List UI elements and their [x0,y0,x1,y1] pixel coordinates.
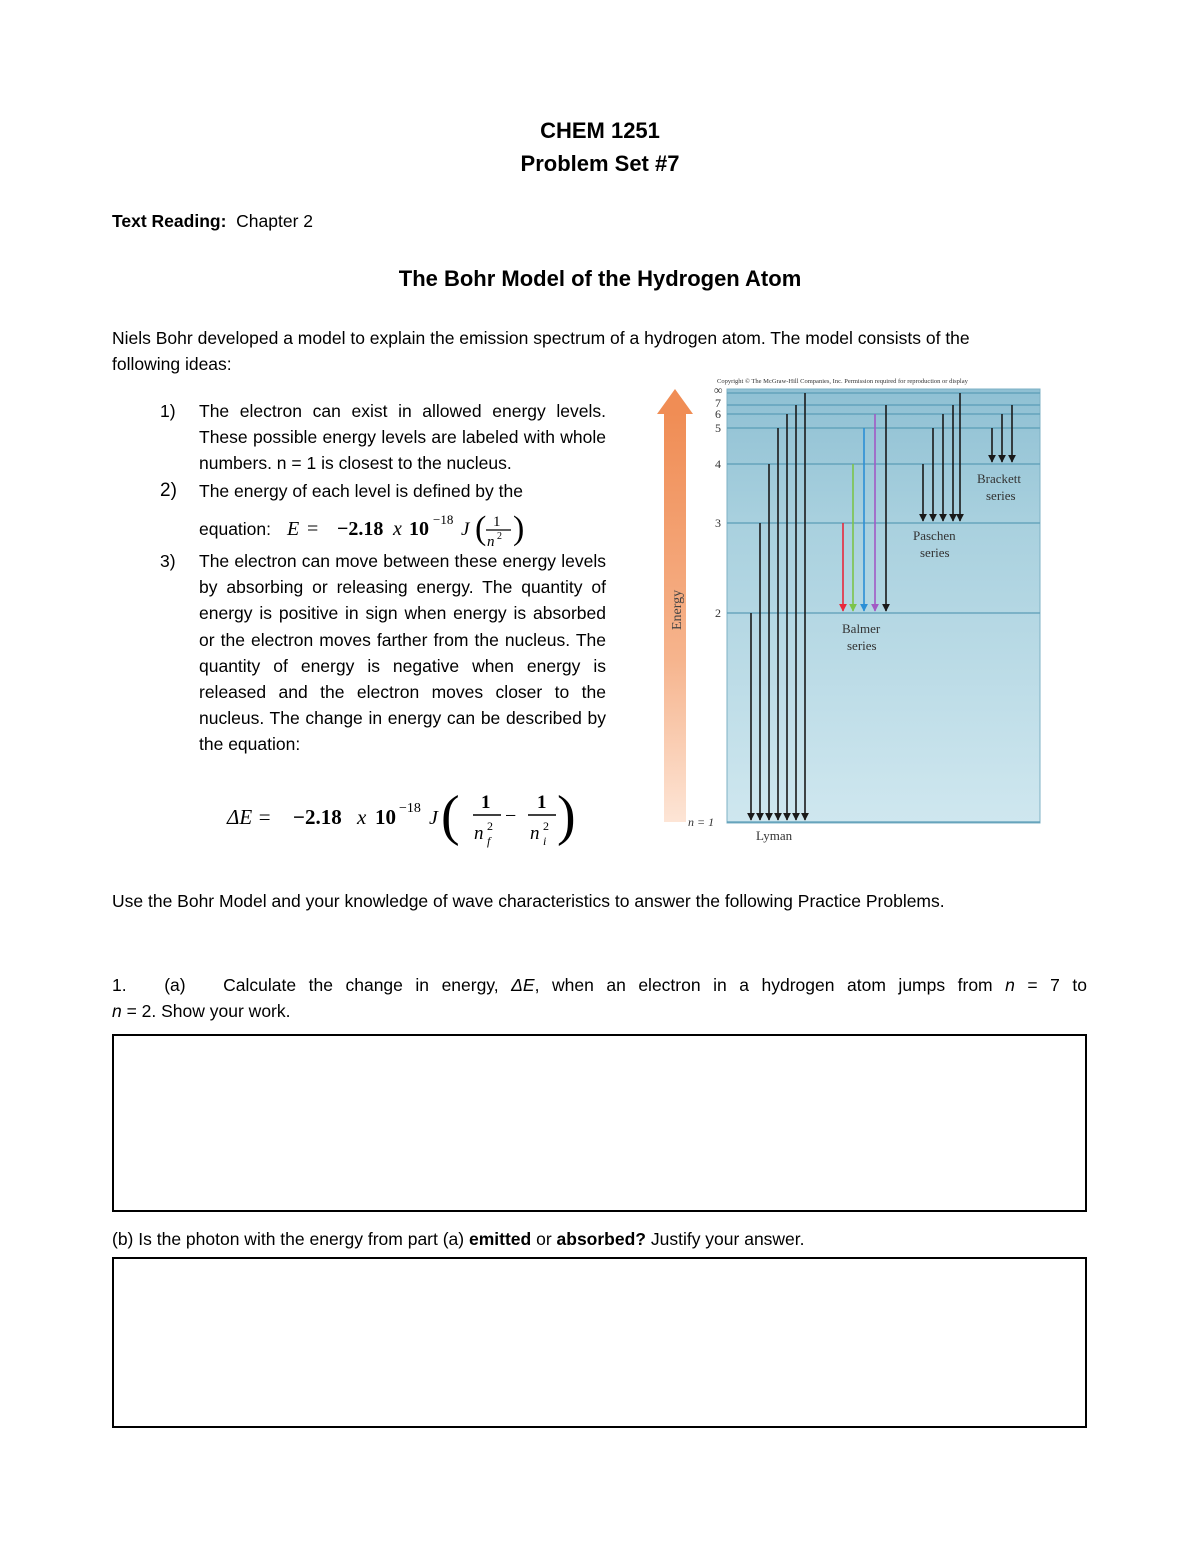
question-1b-part: (b) [112,1229,134,1249]
balmer-label-2: series [847,638,877,653]
delta-eq-lhs: ΔE = [227,805,272,829]
level-label-5: 5 [715,421,721,435]
text-reading [112,208,313,234]
level-label-2: 2 [715,606,721,620]
idea-3-text: The electron can move between these energy levels by absorbing or releasing energy. The quantity of energy is positive in sign when energy is absorbed or the electron moves farther from the nucleus. The quantity of energy is negative when energy is released and the electron moves closer to the nucleus. The change in energy can be described by the equation: [199,551,606,755]
svg-text:): ) [513,510,525,547]
idea-2-text: The energy of each level is defined by the [199,481,523,501]
svg-text:2: 2 [497,531,502,542]
level-label-1: n = 1 [688,815,715,829]
delta-eq-x: x [357,805,367,829]
delta-eq-sub1: f [487,834,491,848]
delta-energy-equation [225,782,585,854]
delta-eq-unit: J [429,807,438,829]
figure-copyright: Copyright © The McGraw-Hill Companies, Inc. Permission required for reproduction or display [717,378,968,385]
delta-eq-sub2: i [543,834,547,848]
svg-text:=: = [307,518,319,540]
question-1a-text-3: = 7 to [1014,975,1088,995]
delta-eq-num1: 1 [481,792,491,813]
question-1a-n-2: n [112,1001,122,1021]
section-title: The Bohr Model of the Hydrogen Atom [398,266,802,291]
svg-text:(: ( [475,510,487,547]
delta-eq-base: 10 [375,805,396,829]
delta-eq-den2: n [530,823,540,844]
delta-eq-lparen: ( [441,785,460,847]
delta-eq-rparen: ) [557,785,576,847]
level-label-7: 7 [715,396,721,410]
question-1a-text-4: = 2. Show your work. [121,1001,291,1021]
question-1b-text-2: Justify your answer. [645,1229,805,1249]
svg-text:1: 1 [493,514,501,530]
question-1a-text-1: Calculate the change in energy, [223,975,512,995]
question-1-number: 1. [112,975,127,995]
brackett-label-2: series [986,488,1016,503]
question-1a-delta: ΔE [511,975,535,995]
intro-paragraph [112,325,1092,377]
question-1a [112,972,1087,1024]
energy-level-diagram [650,372,1050,850]
question-1a-line-1 [112,972,1087,998]
delta-eq-sq2: 2 [543,819,549,833]
course-title: CHEM 1251 [540,118,660,143]
level-label-4: 4 [715,457,721,471]
text-reading-value: Chapter 2 [236,211,314,231]
delta-eq-exponent: −18 [399,801,421,816]
question-1a-part: (a) [164,975,186,995]
instructions: Use the Bohr Model and your knowledge of wave characteristics to answer the following Practice Problems. [112,891,945,911]
text-reading-label: Text Reading: [112,211,227,231]
diagram-panel [727,389,1040,823]
idea-3-number: 3) [160,551,176,571]
svg-text:x: x [393,518,402,540]
delta-eq-minus: − [505,805,517,827]
paschen-label-2: series [920,545,950,560]
question-1b-text-1: Is the photon with the energy from part (a) [133,1229,469,1249]
brackett-label-1: Brackett [977,471,1022,486]
question-1b-absorbed: absorbed? [556,1229,646,1249]
idea-1-number: 1) [160,401,176,421]
answer-box-1a[interactable] [112,1034,1087,1212]
balmer-label-1: Balmer [842,621,881,636]
idea-2-equation-lead: equation: [199,519,272,539]
question-1a-line-2 [112,998,1087,1024]
question-1b-emitted: emitted [468,1229,532,1249]
delta-eq-sq1: 2 [487,819,493,833]
question-1a-text-2: , when an electron in a hydrogen atom jumps from [534,975,1006,995]
svg-text:n: n [487,534,495,550]
idea-2-number: 2) [160,480,177,501]
question-1b [112,1226,1087,1252]
paschen-label-1: Paschen [913,528,956,543]
delta-eq-coef: −2.18 [293,805,342,829]
question-1a-n: n [1005,975,1015,995]
level-label-6: 6 [715,407,721,421]
idea-2-equation-line [199,512,606,552]
svg-text:−2.18: −2.18 [337,518,384,540]
svg-text:10: 10 [409,518,429,540]
intro-line-1: Niels Bohr developed a model to explain the emission spectrum of a hydrogen atom. The model consists of the [112,328,970,348]
svg-text:J: J [461,519,470,540]
level-label-3: 3 [715,516,721,530]
energy-axis-label: Energy [670,589,685,630]
level-label-inf: ∞ [714,383,723,397]
svg-text:E: E [287,518,300,540]
svg-text:−18: −18 [433,512,454,527]
delta-eq-den1: n [474,823,484,844]
question-1b-or: or [531,1229,557,1249]
answer-box-1b[interactable] [112,1257,1087,1428]
intro-line-2: following ideas: [112,354,232,374]
idea-1-text: The electron can exist in allowed energy levels. These possible energy levels are labeled with whole numbers. n = 1 is closest to the nucleus. [199,401,606,474]
problem-set-title: Problem Set #7 [520,151,680,176]
lyman-label: Lyman [756,828,793,843]
delta-eq-num2: 1 [537,792,547,813]
